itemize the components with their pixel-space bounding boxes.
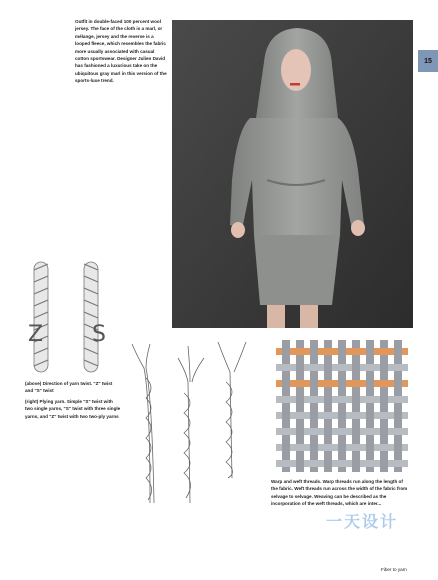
s-twist-label: S: [92, 322, 106, 347]
weave-caption: Warp and weft threads. Warp threads run along the length of the fabric. Weft threads run across the width of the fabric from selvage to selvage. Weaving can be described as the incorporation of the weft threads, which are inter...: [271, 479, 408, 507]
photo-caption: Outfit in double-faced 100 percent wool jersey. The face of the cloth is a marl, or mélange, jersey and the reverse is a looped fleece, which resembles the fabric more usually associated with casual cotton sportswear. Designer Julien David has fashioned a luxurious take on the ubiquitous gray marl in this version of the sports-luxe trend.: [75, 19, 167, 84]
twist-caption: (above) Direction of yarn twist. "Z" twist and "S" twist: [25, 381, 113, 394]
s-twist-yarn-illustration: [84, 262, 98, 372]
runway-photo: [172, 20, 413, 328]
plied-yarn-illustration: [120, 338, 270, 508]
ply-caption: (right) Plying yarn. Simple "S" twist with two single yarns, "S" twist with three single yarns, and "Z" twist with two two-ply yarns: [25, 399, 121, 419]
z-twist-yarn-illustration: [34, 262, 48, 372]
woven-fabric-illustration: [276, 340, 408, 472]
yarn-twist-figure: [30, 260, 120, 375]
footer-running-title: Fiber to yarn: [381, 567, 407, 572]
page-number-tab: 15: [418, 50, 438, 72]
runway-photo-illustration: [172, 20, 413, 328]
z-twist-label: Z: [28, 322, 44, 347]
watermark: 一天设计: [326, 514, 399, 531]
